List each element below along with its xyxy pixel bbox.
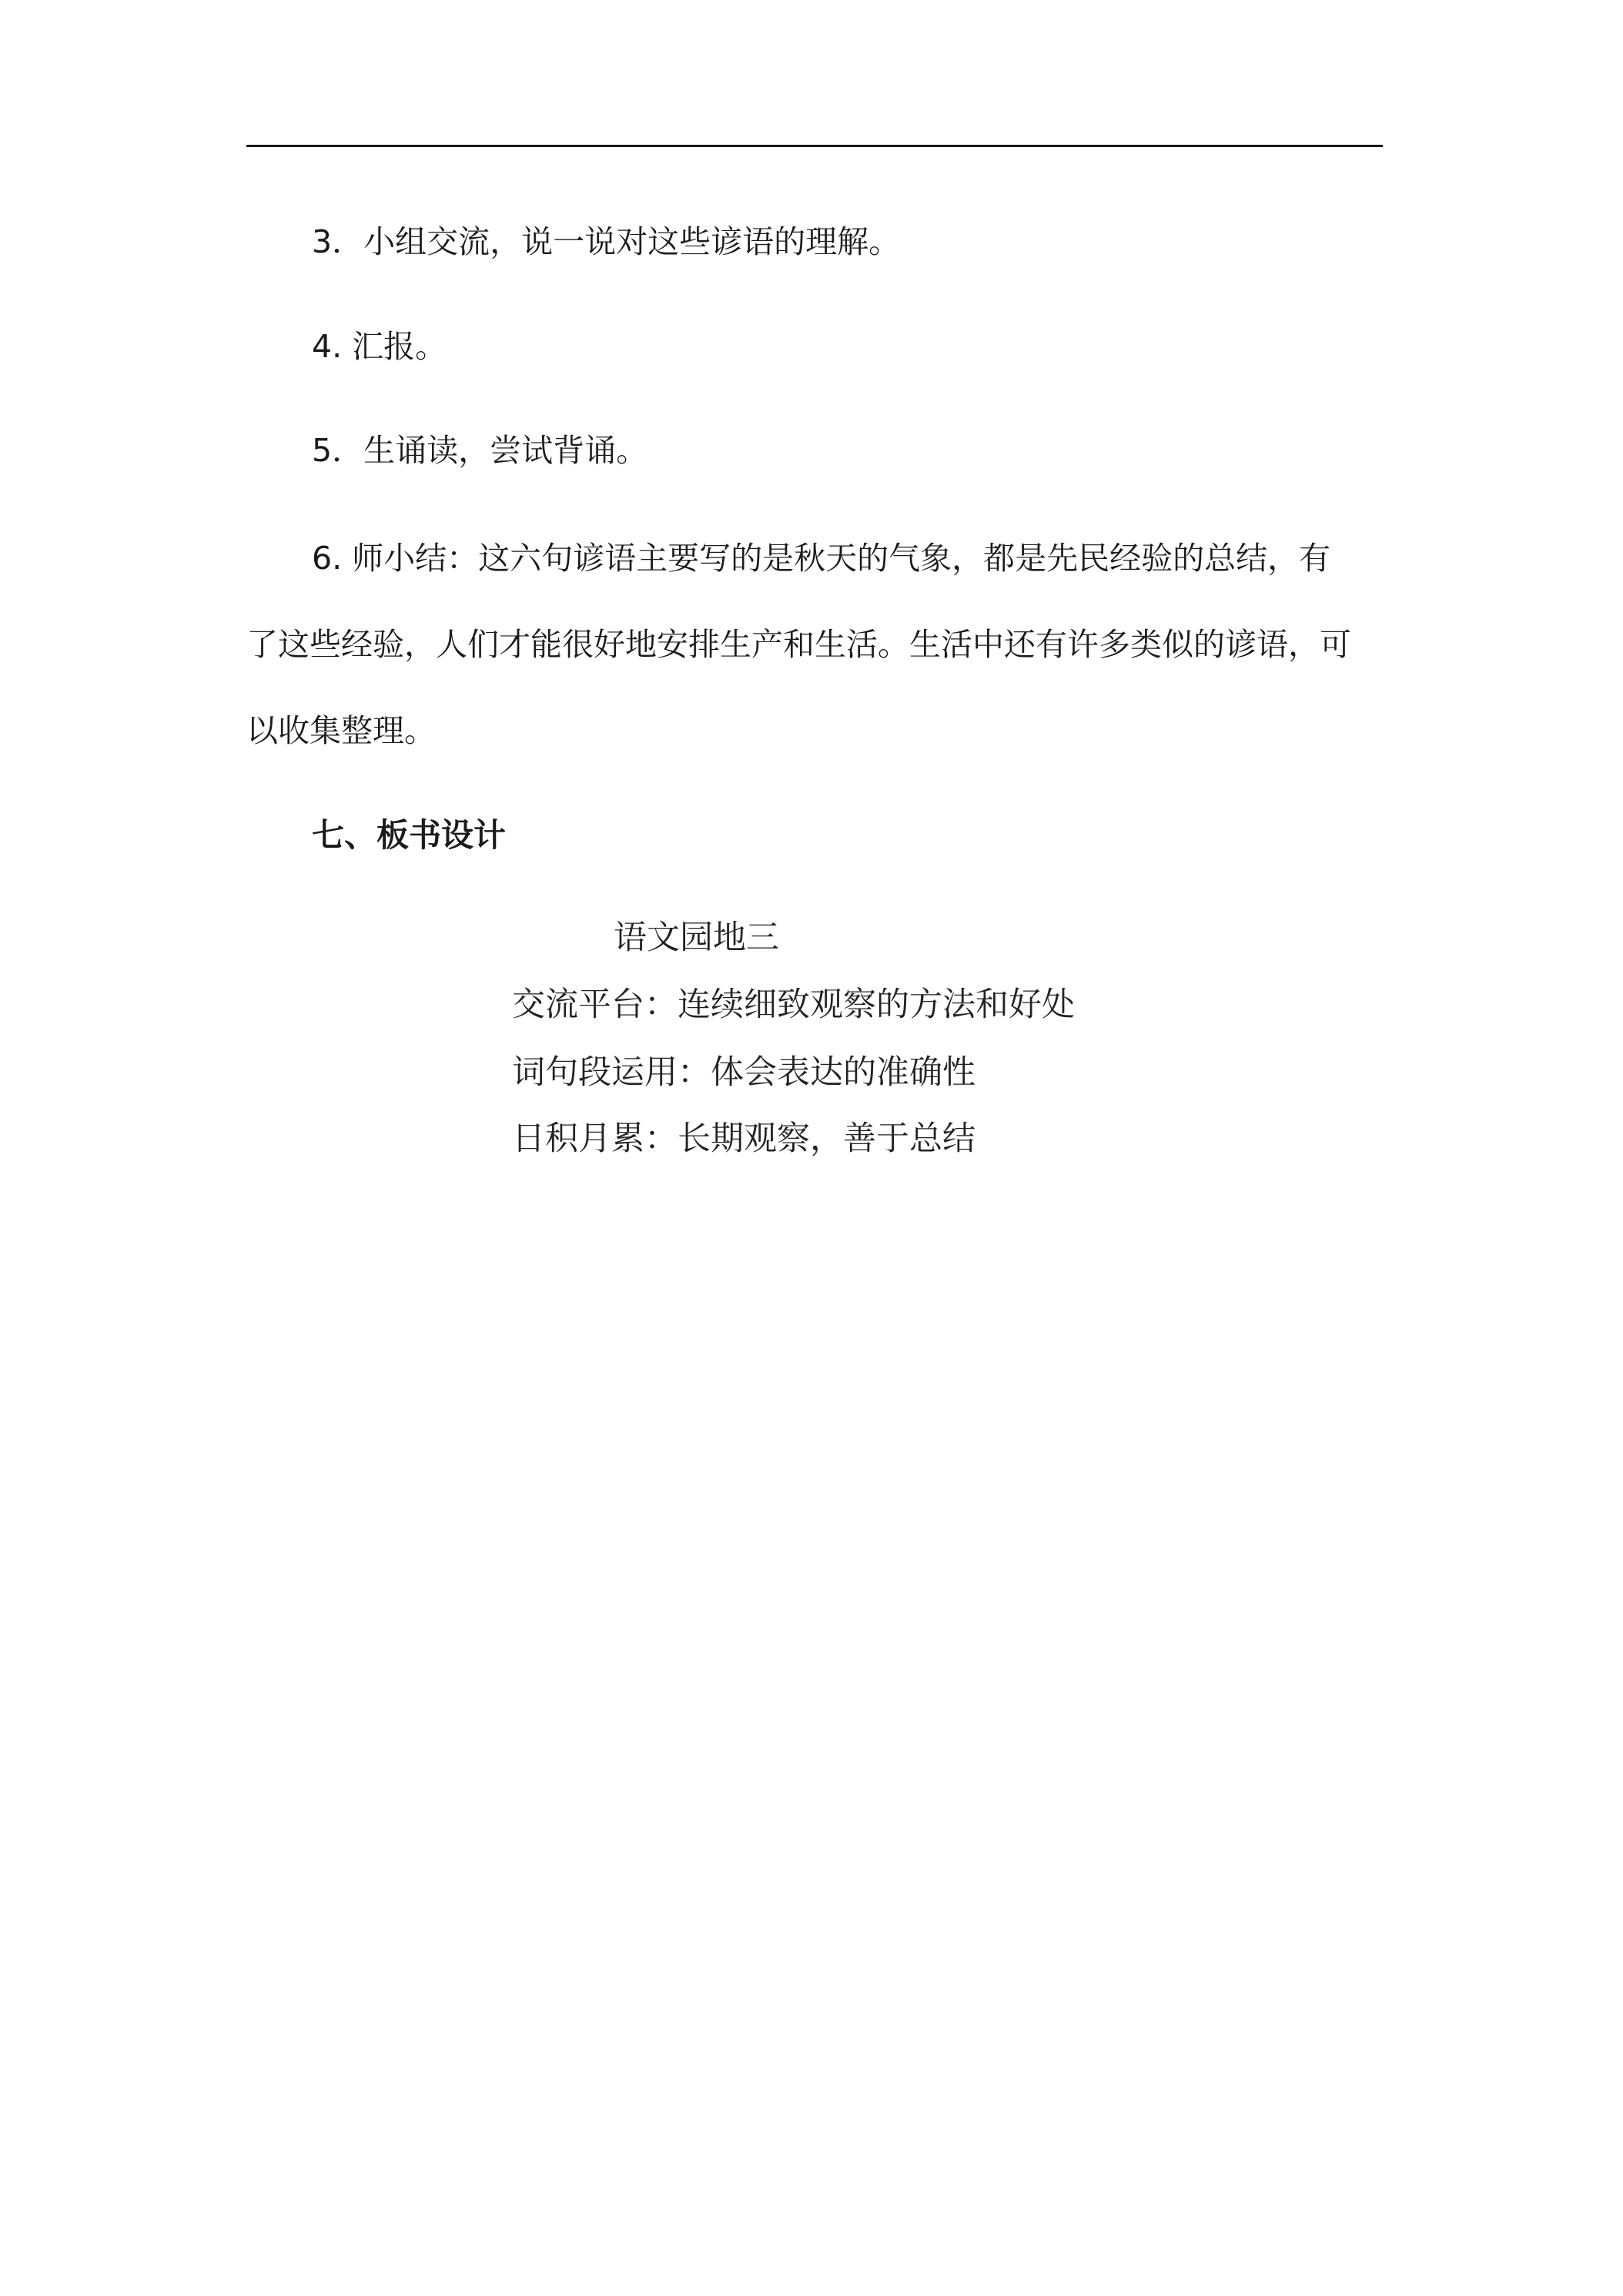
step-4-text: 4. 汇报。 xyxy=(312,328,447,365)
board-row: 日积月累：长期观察，善于总结 xyxy=(512,1120,975,1158)
step-6-text-line-3: 以收集整理。 xyxy=(246,712,436,749)
board-row: 词句段运用：体会表达的准确性 xyxy=(512,1053,975,1092)
header-rule xyxy=(246,145,1383,147)
board-row: 交流平台：连续细致观察的方法和好处 xyxy=(512,986,1075,1024)
step-6-text-line-2: 了这些经验，人们才能很好地安排生产和生活。生活中还有许多类似的谚语，可 xyxy=(246,626,1351,663)
step-3-text: 3．小组交流，说一说对这些谚语的理解。 xyxy=(312,223,901,260)
board-title: 语文园地三 xyxy=(614,919,779,957)
step-5-text: 5．生诵读，尝试背诵。 xyxy=(312,432,648,469)
step-6-text-line-1: 6. 师小结：这六句谚语主要写的是秋天的气象，都是先民经验的总结，有 xyxy=(312,540,1331,577)
section-heading-board-design: 七、板书设计 xyxy=(312,816,507,854)
